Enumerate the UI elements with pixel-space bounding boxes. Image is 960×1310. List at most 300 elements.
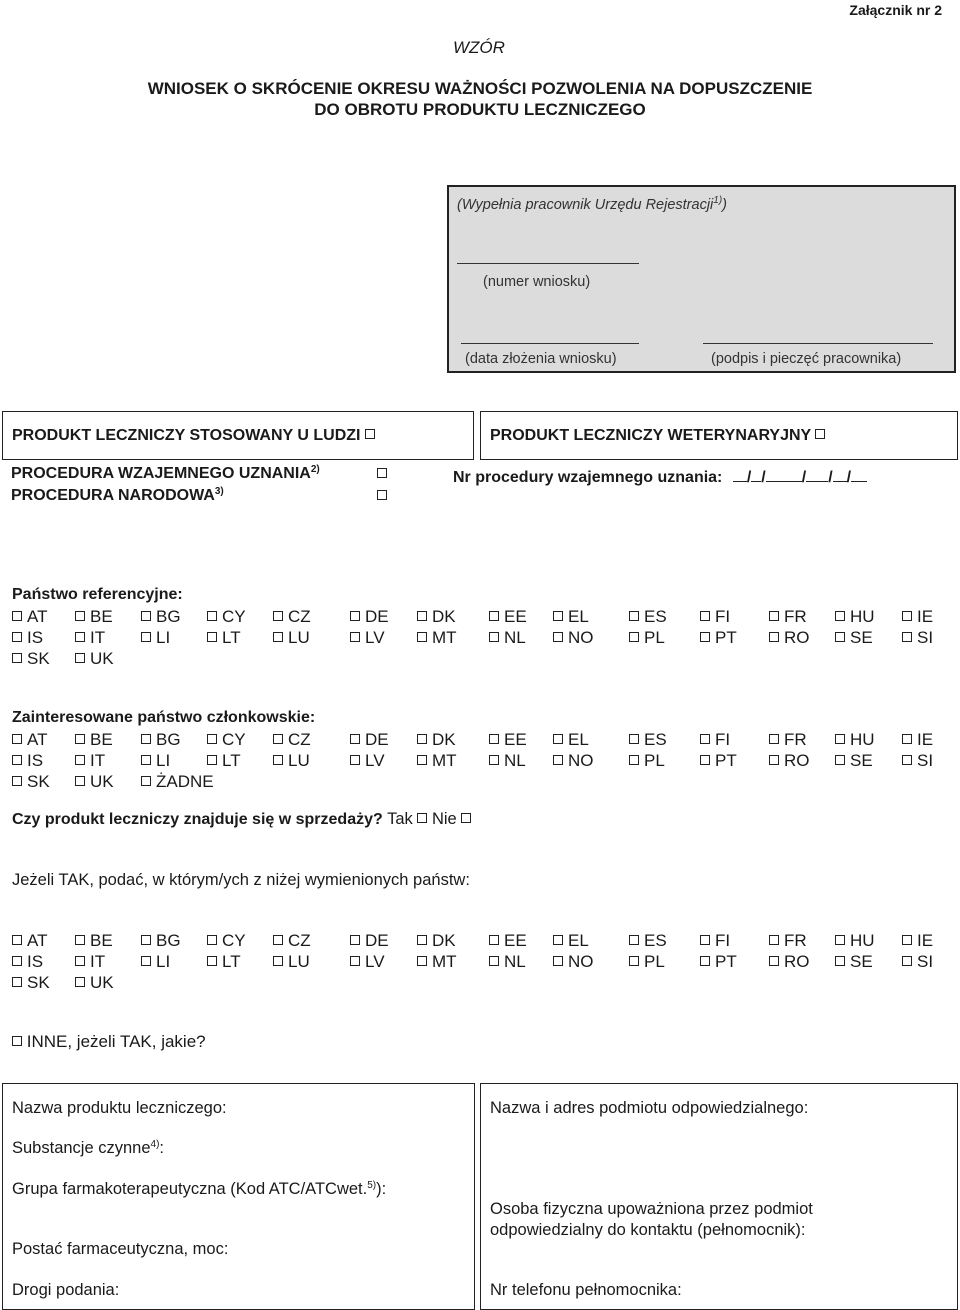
- country-checkbox[interactable]: [75, 632, 85, 642]
- country-code: ES: [644, 607, 667, 626]
- country-row: [12, 952, 952, 973]
- country-code: MT: [432, 952, 457, 971]
- on-market-no-checkbox[interactable]: [461, 813, 471, 823]
- on-market-yes-label: Tak: [387, 810, 413, 828]
- country-option[interactable]: [12, 973, 50, 993]
- country-code: LV: [365, 628, 385, 647]
- country-code: FR: [784, 931, 807, 950]
- country-option[interactable]: [902, 931, 933, 951]
- country-code: FI: [715, 607, 731, 626]
- country-checkbox[interactable]: [141, 755, 151, 765]
- country-checkbox[interactable]: [769, 935, 779, 945]
- country-code: HU: [850, 931, 875, 950]
- country-code: CY: [222, 931, 246, 950]
- country-option[interactable]: [141, 607, 181, 627]
- submission-date-line[interactable]: [461, 343, 639, 344]
- country-code: NO: [568, 952, 594, 971]
- country-option[interactable]: [141, 952, 170, 972]
- country-option[interactable]: [273, 607, 311, 627]
- country-code: CZ: [288, 730, 311, 749]
- country-checkbox[interactable]: [141, 776, 151, 786]
- country-checkbox[interactable]: [75, 776, 85, 786]
- country-checkbox[interactable]: [700, 935, 710, 945]
- responsible-entity-box: [480, 1083, 958, 1310]
- country-checkbox[interactable]: [553, 611, 563, 621]
- country-option[interactable]: [207, 952, 241, 972]
- country-code: IS: [27, 628, 44, 647]
- country-checkbox[interactable]: [273, 935, 283, 945]
- country-option[interactable]: [553, 607, 589, 627]
- country-option[interactable]: [417, 751, 457, 771]
- country-checkbox[interactable]: [902, 611, 912, 621]
- country-code: UK: [90, 772, 114, 791]
- country-code: RO: [784, 751, 810, 770]
- country-checkbox[interactable]: [629, 734, 639, 744]
- country-checkbox[interactable]: [902, 734, 912, 744]
- country-code: FR: [784, 607, 807, 626]
- country-checkbox[interactable]: [207, 632, 217, 642]
- country-code: PT: [715, 751, 737, 770]
- country-code: ES: [644, 931, 667, 950]
- country-checkbox[interactable]: [489, 755, 499, 765]
- country-option[interactable]: [273, 952, 310, 972]
- country-option[interactable]: [417, 730, 456, 750]
- product-name-label: Nazwa produktu leczniczego:: [12, 1099, 227, 1117]
- country-code: DE: [365, 730, 389, 749]
- other-states-row: [12, 1032, 206, 1052]
- country-option[interactable]: [207, 628, 241, 648]
- country-checkbox[interactable]: [553, 734, 563, 744]
- country-checkbox[interactable]: [141, 935, 151, 945]
- country-code: PL: [644, 751, 665, 770]
- country-checkbox[interactable]: [629, 755, 639, 765]
- country-checkbox[interactable]: [553, 755, 563, 765]
- country-checkbox[interactable]: [12, 734, 22, 744]
- country-option[interactable]: [902, 952, 933, 972]
- country-code: BG: [156, 931, 181, 950]
- country-checkbox[interactable]: [12, 977, 22, 987]
- country-code: UK: [90, 649, 114, 668]
- country-option[interactable]: [902, 628, 933, 648]
- country-row: [12, 607, 952, 628]
- country-checkbox[interactable]: [75, 653, 85, 663]
- veterinary-product-checkbox[interactable]: [815, 429, 825, 439]
- country-checkbox[interactable]: [417, 734, 427, 744]
- country-checkbox[interactable]: [700, 632, 710, 642]
- on-market-question: [12, 810, 471, 829]
- country-option[interactable]: [75, 952, 105, 972]
- country-code: SI: [917, 628, 934, 647]
- country-code: BG: [156, 607, 181, 626]
- country-checkbox[interactable]: [769, 956, 779, 966]
- country-code: DE: [365, 931, 389, 950]
- country-code: NO: [568, 628, 594, 647]
- authorized-contact-label: Osoba fizyczna upoważniona przez podmiot odpowiedzialny do kontaktu (pełnomocnik):: [490, 1200, 813, 1239]
- country-checkbox[interactable]: [12, 611, 22, 621]
- country-checkbox[interactable]: [12, 755, 22, 765]
- country-checkbox[interactable]: [700, 611, 710, 621]
- country-checkbox[interactable]: [902, 956, 912, 966]
- country-option[interactable]: [12, 730, 47, 750]
- veterinary-product-box: [480, 411, 958, 460]
- country-checkbox[interactable]: [835, 734, 845, 744]
- country-checkbox[interactable]: [489, 611, 499, 621]
- country-checkbox[interactable]: [417, 755, 427, 765]
- country-checkbox[interactable]: [629, 935, 639, 945]
- country-checkbox[interactable]: [835, 935, 845, 945]
- country-code: DK: [432, 607, 456, 626]
- country-option[interactable]: [273, 751, 310, 771]
- country-code: EL: [568, 730, 589, 749]
- country-option[interactable]: [207, 730, 246, 750]
- country-checkbox[interactable]: [350, 935, 360, 945]
- country-checkbox[interactable]: [141, 734, 151, 744]
- country-checkbox[interactable]: [553, 935, 563, 945]
- country-checkbox[interactable]: [75, 935, 85, 945]
- country-code: EL: [568, 931, 589, 950]
- mutual-recognition-label: PROCEDURA WZAJEMNEGO UZNANIA$^{2)}$: [11, 464, 320, 482]
- country-option[interactable]: [207, 751, 241, 771]
- responsible-entity-label: Nazwa i adres podmiotu odpowiedzialnego:: [490, 1099, 809, 1117]
- country-option[interactable]: [553, 730, 589, 750]
- country-checkbox[interactable]: [75, 956, 85, 966]
- country-code: CZ: [288, 931, 311, 950]
- country-code: IS: [27, 751, 44, 770]
- country-option[interactable]: [629, 751, 665, 771]
- title-line-2: DO OBROTU PRODUKTU LECZNICZEGO: [314, 100, 646, 119]
- country-code: NL: [504, 628, 526, 647]
- country-option[interactable]: [489, 751, 526, 771]
- country-checkbox[interactable]: [207, 935, 217, 945]
- country-option[interactable]: [902, 751, 933, 771]
- country-option[interactable]: [629, 628, 665, 648]
- country-option[interactable]: [489, 952, 526, 972]
- country-code: UK: [90, 973, 114, 992]
- country-checkbox[interactable]: [553, 632, 563, 642]
- country-row: [12, 931, 952, 952]
- country-option[interactable]: [12, 649, 50, 669]
- country-option[interactable]: [417, 931, 456, 951]
- country-option[interactable]: [629, 931, 667, 951]
- country-option[interactable]: [273, 730, 311, 750]
- country-checkbox[interactable]: [902, 632, 912, 642]
- country-option[interactable]: [553, 952, 594, 972]
- country-checkbox[interactable]: [12, 632, 22, 642]
- country-option[interactable]: [417, 952, 457, 972]
- national-procedure-checkbox[interactable]: [377, 490, 387, 500]
- country-checkbox[interactable]: [141, 632, 151, 642]
- country-code: CZ: [288, 607, 311, 626]
- country-code: CY: [222, 607, 246, 626]
- country-option[interactable]: [769, 952, 810, 972]
- country-row: [12, 772, 952, 793]
- country-code: PL: [644, 952, 665, 971]
- country-code: SE: [850, 628, 873, 647]
- country-checkbox[interactable]: [629, 956, 639, 966]
- country-option[interactable]: [350, 751, 385, 771]
- country-checkbox[interactable]: [12, 776, 22, 786]
- country-option[interactable]: [700, 607, 730, 627]
- country-checkbox[interactable]: [273, 734, 283, 744]
- signature-line[interactable]: [703, 343, 933, 344]
- country-option[interactable]: [273, 931, 311, 951]
- country-code: RO: [784, 628, 810, 647]
- country-option[interactable]: [75, 628, 105, 648]
- country-code: LV: [365, 952, 385, 971]
- country-option[interactable]: [769, 628, 810, 648]
- country-code: NL: [504, 952, 526, 971]
- country-option[interactable]: [75, 607, 113, 627]
- country-checkbox[interactable]: [141, 611, 151, 621]
- country-option[interactable]: [902, 730, 933, 750]
- country-code: IE: [917, 607, 934, 626]
- country-checkbox[interactable]: [350, 734, 360, 744]
- country-option[interactable]: [769, 730, 807, 750]
- office-heading: (Wypełnia pracownik Urzędu Rejestracji$^{1)}$): [457, 195, 728, 213]
- country-option[interactable]: [489, 931, 527, 951]
- country-checkbox[interactable]: [273, 956, 283, 966]
- country-checkbox[interactable]: [489, 956, 499, 966]
- country-checkbox[interactable]: [769, 755, 779, 765]
- country-option[interactable]: [141, 730, 181, 750]
- country-checkbox[interactable]: [75, 611, 85, 621]
- country-option[interactable]: [350, 952, 385, 972]
- country-option[interactable]: [75, 973, 114, 993]
- country-option[interactable]: [629, 952, 665, 972]
- country-code: BE: [90, 931, 113, 950]
- country-option[interactable]: [835, 607, 875, 627]
- country-option[interactable]: [489, 607, 527, 627]
- on-market-no-label: Nie: [431, 810, 457, 828]
- country-option[interactable]: [350, 628, 385, 648]
- country-option[interactable]: [141, 628, 170, 648]
- reference-state-label: Państwo referencyjne:: [12, 586, 183, 603]
- country-option[interactable]: [75, 649, 114, 669]
- country-option[interactable]: [350, 607, 389, 627]
- country-option[interactable]: [417, 607, 456, 627]
- procedure-number-field-1[interactable]: [733, 467, 747, 482]
- country-option[interactable]: [350, 931, 389, 951]
- country-code: LI: [156, 952, 171, 971]
- country-option[interactable]: [700, 931, 730, 951]
- on-market-yes-checkbox[interactable]: [417, 813, 427, 823]
- country-option[interactable]: [553, 751, 594, 771]
- country-checkbox[interactable]: [350, 632, 360, 642]
- country-checkbox[interactable]: [902, 755, 912, 765]
- country-code: SE: [850, 751, 873, 770]
- country-option[interactable]: [273, 628, 310, 648]
- country-checkbox[interactable]: [489, 734, 499, 744]
- country-option[interactable]: [12, 628, 43, 648]
- country-checkbox[interactable]: [629, 632, 639, 642]
- template-label: WZÓR: [453, 38, 505, 57]
- country-checkbox[interactable]: [835, 956, 845, 966]
- country-option[interactable]: [489, 730, 527, 750]
- country-option[interactable]: [417, 628, 457, 648]
- country-code: LT: [222, 751, 241, 770]
- country-code: NO: [568, 751, 594, 770]
- country-checkbox[interactable]: [417, 935, 427, 945]
- country-checkbox[interactable]: [769, 734, 779, 744]
- country-code: NL: [504, 751, 526, 770]
- country-checkbox[interactable]: [769, 611, 779, 621]
- country-checkbox[interactable]: [835, 632, 845, 642]
- country-checkbox[interactable]: [207, 755, 217, 765]
- country-option[interactable]: [12, 751, 43, 771]
- country-option[interactable]: [141, 772, 214, 792]
- country-checkbox[interactable]: [700, 734, 710, 744]
- country-code: LI: [156, 628, 171, 647]
- country-option[interactable]: [902, 607, 933, 627]
- country-code: SI: [917, 952, 934, 971]
- country-code: SE: [850, 952, 873, 971]
- country-code: EE: [504, 730, 527, 749]
- country-checkbox[interactable]: [273, 755, 283, 765]
- country-row: [12, 751, 952, 772]
- country-checkbox[interactable]: [417, 611, 427, 621]
- country-code: LT: [222, 952, 241, 971]
- country-option[interactable]: [75, 772, 114, 792]
- concerned-states-grid: [12, 730, 952, 793]
- atc-group-label: Grupa farmakoterapeutyczna (Kod ATC/ATCwet.$^{5)}$):: [12, 1180, 387, 1198]
- country-checkbox[interactable]: [769, 632, 779, 642]
- mutual-recognition-checkbox[interactable]: [377, 468, 387, 478]
- country-checkbox[interactable]: [350, 611, 360, 621]
- concerned-states-label: Zainteresowane państwo członkowskie:: [12, 709, 316, 726]
- country-option[interactable]: [629, 730, 667, 750]
- document-title: [0, 78, 960, 120]
- country-checkbox[interactable]: [207, 956, 217, 966]
- country-checkbox[interactable]: [489, 935, 499, 945]
- country-code: MT: [432, 628, 457, 647]
- signature-label: (podpis i pieczęć pracownika): [711, 351, 902, 367]
- country-option[interactable]: [835, 751, 873, 771]
- marketed-states-grid: [12, 931, 952, 994]
- country-checkbox[interactable]: [141, 956, 151, 966]
- procedure-number-field-5[interactable]: [833, 467, 847, 482]
- country-checkbox[interactable]: [12, 653, 22, 663]
- reference-state-grid: [12, 607, 952, 670]
- other-states-label: INNE, jeżeli TAK, jakie?: [26, 1032, 206, 1051]
- country-checkbox[interactable]: [273, 611, 283, 621]
- country-option[interactable]: [207, 931, 246, 951]
- country-option[interactable]: [75, 931, 113, 951]
- country-option[interactable]: [629, 607, 667, 627]
- country-option[interactable]: [769, 607, 807, 627]
- country-option[interactable]: [835, 730, 875, 750]
- mutual-procedure-number: Nr procedury wzajemnego uznania: / / / / /: [453, 467, 867, 487]
- application-number-line[interactable]: [457, 263, 639, 264]
- country-option[interactable]: [489, 628, 526, 648]
- country-option[interactable]: [769, 751, 810, 771]
- country-checkbox[interactable]: [207, 734, 217, 744]
- country-checkbox[interactable]: [835, 755, 845, 765]
- country-checkbox[interactable]: [273, 632, 283, 642]
- country-option[interactable]: [700, 628, 737, 648]
- country-option[interactable]: [12, 952, 43, 972]
- procedure-number-field-4[interactable]: [806, 467, 828, 482]
- country-row: [12, 649, 952, 670]
- country-option[interactable]: [141, 751, 170, 771]
- country-checkbox[interactable]: [489, 632, 499, 642]
- country-option[interactable]: [75, 751, 105, 771]
- country-option[interactable]: [350, 730, 389, 750]
- country-code: LT: [222, 628, 241, 647]
- active-substances-label: Substancje czynne$^{4)}$:: [12, 1139, 165, 1157]
- country-checkbox[interactable]: [417, 632, 427, 642]
- country-code: IE: [917, 931, 934, 950]
- country-option[interactable]: [12, 772, 50, 792]
- country-code: MT: [432, 751, 457, 770]
- country-code: AT: [27, 931, 48, 950]
- country-checkbox[interactable]: [417, 956, 427, 966]
- country-checkbox[interactable]: [902, 935, 912, 945]
- administration-routes-label: Drogi podania:: [12, 1281, 120, 1299]
- country-checkbox[interactable]: [700, 956, 710, 966]
- country-checkbox[interactable]: [12, 956, 22, 966]
- country-checkbox[interactable]: [75, 734, 85, 744]
- country-code: FI: [715, 931, 731, 950]
- country-code: IT: [90, 628, 106, 647]
- country-code: FR: [784, 730, 807, 749]
- procedure-number-field-6[interactable]: [851, 467, 867, 482]
- country-checkbox[interactable]: [75, 755, 85, 765]
- country-option[interactable]: [835, 952, 873, 972]
- country-option[interactable]: [12, 931, 47, 951]
- country-option[interactable]: [769, 931, 807, 951]
- country-option[interactable]: [835, 628, 873, 648]
- country-code: ŻADNE: [156, 772, 214, 791]
- country-code: LU: [288, 628, 310, 647]
- country-option[interactable]: [12, 607, 47, 627]
- country-code: DK: [432, 931, 456, 950]
- country-checkbox[interactable]: [207, 611, 217, 621]
- country-code: HU: [850, 730, 875, 749]
- country-code: AT: [27, 607, 48, 626]
- country-option[interactable]: [553, 628, 594, 648]
- country-code: ES: [644, 730, 667, 749]
- country-checkbox[interactable]: [835, 611, 845, 621]
- country-code: AT: [27, 730, 48, 749]
- country-option[interactable]: [553, 931, 589, 951]
- country-checkbox[interactable]: [350, 755, 360, 765]
- country-code: BG: [156, 730, 181, 749]
- country-checkbox[interactable]: [350, 956, 360, 966]
- country-checkbox[interactable]: [629, 611, 639, 621]
- other-states-checkbox[interactable]: [12, 1036, 22, 1046]
- country-code: LV: [365, 751, 385, 770]
- procedure-number-field-2[interactable]: [751, 467, 761, 482]
- country-option[interactable]: [700, 952, 737, 972]
- country-code: PT: [715, 952, 737, 971]
- country-option[interactable]: [141, 931, 181, 951]
- country-checkbox[interactable]: [553, 956, 563, 966]
- pharmaceutical-form-label: Postać farmaceutyczna, moc:: [12, 1240, 229, 1258]
- procedure-number-field-3[interactable]: [766, 467, 802, 482]
- country-checkbox[interactable]: [75, 977, 85, 987]
- country-checkbox[interactable]: [12, 935, 22, 945]
- country-option[interactable]: [75, 730, 113, 750]
- country-option[interactable]: [207, 607, 246, 627]
- country-option[interactable]: [700, 730, 730, 750]
- country-code: CY: [222, 730, 246, 749]
- country-option[interactable]: [700, 751, 737, 771]
- human-product-checkbox[interactable]: [365, 429, 375, 439]
- country-option[interactable]: [835, 931, 875, 951]
- country-checkbox[interactable]: [700, 755, 710, 765]
- country-code: DK: [432, 730, 456, 749]
- country-code: LI: [156, 751, 171, 770]
